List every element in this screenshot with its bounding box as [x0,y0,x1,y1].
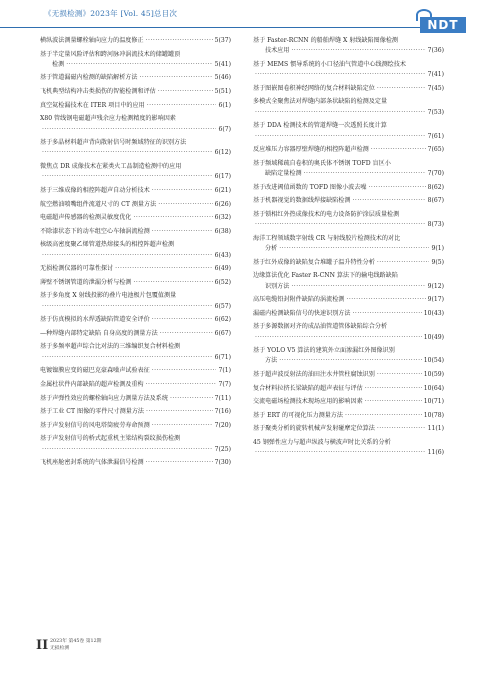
toc-entry-title: 基于多角度 X 射线投影的叠片电池极片包覆值测量 [40,292,177,300]
toc-page-ref: 5(37) [214,37,231,44]
toc-page-ref: 9(12) [427,282,444,290]
toc-entry-title: 基于 YOLO V5 算法的建筑外立面渗漏红外图像识别 [253,347,395,355]
toc-entry-title: 航空燃油喷嘴组件流道尺寸的 CT 测量方法 [40,200,157,208]
toc-entry [253,346,444,367]
dot-leader [42,353,213,363]
toc-entry [253,370,444,380]
toc-page-ref: 11(1) [427,425,444,433]
dot-leader [279,356,422,366]
dot-leader [255,448,426,458]
toc-page-ref: 6(67) [214,329,231,337]
toc-page-ref: 10(71) [423,398,444,406]
toc-entry [40,291,231,312]
toc-entry [253,322,444,343]
toc-entry-title: 分析 [265,245,278,253]
toc-entry [253,234,444,255]
toc-page-ref: 11(6) [427,449,444,457]
dot-leader [42,172,213,182]
toc-entry [40,394,231,404]
dot-leader [377,84,426,94]
toc-page-ref: 9(5) [431,258,444,266]
dot-leader [152,366,217,376]
toc-page-ref: 8(73) [427,221,444,229]
toc-entry [40,380,231,390]
toc-page-ref: 6(71) [214,353,231,361]
toc-page-ref: 7(36) [427,47,444,55]
toc-entry [253,424,444,434]
toc-entry-title: 基于声发射信号的桥式起重机主梁结构裂纹损伤检测 [40,435,181,443]
dot-leader [377,370,422,380]
toc-entry [253,196,444,206]
toc-entry [253,145,444,155]
toc-entry [253,36,444,57]
toc-entry-title: X80 管线钢电磁超声残余应力检测精度的影响因素 [40,115,176,123]
toc-page-ref: 10(59) [423,371,444,379]
toc-entry-title: 基于声弹性效应的螺栓轴向应力测量方法及系统 [40,394,168,402]
toc-entry-title: 基于 DDA 检测技术的管道焊缝一次透照长度计算 [253,122,387,130]
toc-page-ref: 7(16) [214,408,231,416]
toc-entry-title: 飞机座舱密封系统的气体泄漏信号检测 [40,459,144,467]
toc-entry-title: —种焊缝内部特定缺陷 自身高度的测量方法 [40,329,158,337]
toc-entry-title: 横纵波法测量螺栓轴向应力的温度修正 [40,37,144,44]
toc-entry-title: 基于声发射信号的风电塔筒疲劳寿命预测 [40,421,150,429]
toc-entry [40,421,231,431]
toc-entry-title: 复合材料拉挤长梁缺陷的超声表征与评估 [253,384,363,392]
toc-entry [40,213,231,223]
toc-page-ref: 7(61) [427,132,444,140]
dot-leader [152,227,213,237]
toc-entry [40,329,231,339]
toc-entry [253,309,444,319]
toc-page-ref: 10(49) [423,333,444,341]
toc-entry-title: 基于 ERT 的可视化压力测量方法 [253,411,343,419]
dot-leader [371,145,426,155]
toc-entry [253,210,444,231]
toc-entry [40,73,231,83]
dot-leader [133,278,212,288]
dot-leader [147,101,217,111]
toc-page-ref: 6(57) [214,302,231,310]
toc-entry-title: 基于 Faster-RCNN 的船舶焊缝 X 射线缺陷图像检测 [253,37,399,44]
toc-entry-title: 基于仿真模拟的水焊透缺陷管道安全评价 [40,316,150,324]
toc-page-ref: 7(70) [427,170,444,178]
toc-right-column [253,36,444,459]
dot-leader [146,458,213,468]
dot-leader [140,73,213,83]
toc-entry-title: 基于聚类分析的旋转机械声发射碰摩定位算法 [253,425,375,433]
footer-issue-info [50,639,101,652]
toc-entry-title: 方法 [265,357,278,365]
toc-entry-title: 基于红外成像的缺陷复合堆罐子温升特性分析 [253,258,375,266]
toc-entry-title: 缺陷定量检测 [265,170,302,178]
dot-leader [279,244,429,254]
toc-page-ref: 5(46) [214,74,231,82]
toc-page-ref: 7(7) [218,380,231,388]
toc-entry [40,407,231,417]
dot-leader [66,60,212,70]
toc-entry-title: 无损检测仪器的可靠性探讨 [40,265,114,273]
toc-entry-title: 基于三维成像的相控阵超声自动分析技术 [40,186,150,194]
toc-page-ref: 10(54) [423,357,444,365]
ndt-logo: NDT [420,17,466,33]
toc-page-ref: 6(26) [214,200,231,208]
toc-entry [253,60,444,81]
toc-page-ref: 7(41) [427,71,444,79]
dot-leader [291,46,425,56]
toc-entry-title: 基于超声波反射法的油田注水井管柱腐蚀识别 [253,371,375,379]
footer-issue-line: 2023年 第45卷 第12期 [50,639,102,644]
dot-leader [255,220,426,230]
toc-entry-title: 漏磁内检测缺陷信号的快速识别方法 [253,309,351,317]
dot-leader [345,411,422,421]
toc-entry [40,264,231,274]
toc-page-ref: 6(32) [214,214,231,222]
dot-leader [368,183,425,193]
toc-entry [253,84,444,94]
toc-entry [40,434,231,455]
toc-page-ref: 6(17) [214,173,231,181]
toc-entry [253,121,444,142]
dot-leader [42,445,213,455]
toc-page-ref: 6(52) [214,278,231,286]
toc-entry [40,87,231,97]
toc-entry [253,438,444,459]
toc-entry-title: 基于 MEMS 惯导系统的小口径油气管道中心线测绘技术 [253,60,406,68]
toc-entry-title: 基于多源数据对齐的成品油管道管体缺陷综合分析 [253,323,388,331]
dot-leader [255,132,426,142]
toc-page-ref: 7(30) [214,459,231,467]
dot-leader [115,264,212,274]
toc-entry [40,36,231,46]
toc-entry-title: 基于频域稀疏自卷积的奥氏体不锈钢 TOFD 盲区小 [253,159,391,167]
dot-leader [133,213,212,223]
toc-entry-title: 电磁超声传感器的检测灵敏度优化 [40,214,132,222]
dot-leader [353,196,426,206]
toc-entry [40,366,231,376]
toc-entry-title: 电镀镍膜应变的磁巴克豪森噪声试验表征 [40,367,150,375]
dot-leader [146,407,213,417]
toc-page-ref: 10(78) [423,411,444,419]
dot-leader [291,282,425,292]
toc-entry-title: 高压电缆铅封附件缺陷的涡流检测 [253,296,345,304]
toc-entry-title: 基于多晶材料超声背向散射信号时频域特征的识别方法 [40,139,187,147]
dot-leader [365,397,422,407]
toc-page-ref: 6(1) [218,101,231,109]
toc-entry [40,315,231,325]
dot-leader [304,169,426,179]
toc-page-ref: 6(49) [214,265,231,273]
toc-entry-title: 薄壁不锈钢管道的泄漏分析与检测 [40,278,132,286]
page-number: II [36,638,49,653]
toc-entry-title: 基于工业 CT 图像的零件尺寸测量方法 [40,408,145,416]
toc-entry-title: 海洋工程领域数字射线 CR 与射线胶片检测技术的对比 [253,234,401,242]
dot-leader [377,258,430,268]
toc-entry-title: 金属杜状件内部缺陷的超声检测及重构 [40,380,144,388]
toc-entry [40,138,231,159]
toc-entry [253,183,444,193]
toc-entry-title: 基于半定量风险评估和跨河脉冲涡流技术的储罐罐顶 [40,50,181,58]
toc-entry-title: 技术应用 [265,47,290,55]
toc-entry-title: 基于多频率超声综合比对法的三维编织复合材料检测 [40,343,181,351]
toc-page-ref: 10(43) [423,309,444,317]
toc-page-ref: 6(21) [214,186,231,194]
dot-leader [353,309,422,319]
toc-entry-title: 边缘算法优化 Faster R-CNN 算法下的输电线路缺陷 [253,272,398,280]
dot-leader [152,421,213,431]
toc-entry-title: 基于管道漏磁内检测的缺陷解析方法 [40,74,138,82]
toc-page-ref: 9(17) [427,296,444,304]
toc-page-ref: 6(43) [214,251,231,259]
toc-page-ref: 6(12) [214,149,231,157]
dot-leader [42,125,216,135]
dot-leader [152,315,213,325]
toc-entry [40,240,231,261]
toc-page-ref: 6(62) [214,316,231,324]
toc-entry-title: 识别方法 [265,282,290,290]
toc-page-ref: 7(53) [427,108,444,116]
toc-page-ref: 10(64) [423,384,444,392]
toc-entry-title: 真空氦检漏技术在 ITER 项目中的应用 [40,101,145,109]
toc-entry [253,258,444,268]
dot-leader [146,36,213,46]
toc-entry-title: 45 钢弹性应力与超声纵波与横波声时比关系的分析 [253,439,391,447]
toc-entry [253,397,444,407]
toc-entry [40,162,231,183]
toc-page-ref: 5(41) [214,60,231,68]
toc-page-ref: 6(38) [214,227,231,235]
dot-leader [160,329,213,339]
dot-leader [255,108,426,118]
footer-journal-name: 无损检测 [50,645,70,651]
toc-page-ref: 7(45) [427,84,444,92]
toc-left-column [40,36,231,469]
toc-entry [253,411,444,421]
toc-entry-title: 基于机器视觉的数据线焊接缺陷检测 [253,197,351,205]
toc-entry-title: 多模式全聚焦法对焊缝内部条状缺陷的检测及定量 [253,98,388,106]
toc-page-ref: 7(20) [214,421,231,429]
header-rule [0,27,420,28]
toc-entry [253,159,444,180]
toc-entry [40,342,231,363]
toc-page-ref: 8(62) [427,183,444,191]
dot-leader [365,384,422,394]
toc-entry [40,227,231,237]
toc-entry-title: 基于锁相红外热成像技术的电力设备防护涂层质量检测 [253,210,400,218]
dot-leader [255,70,426,80]
toc-entry [253,384,444,394]
toc-entry-title: 反应堆压力容器厚壁焊缝的相控阵超声检测 [253,146,369,154]
dot-leader [255,333,422,343]
toc-page-ref: 9(1) [431,245,444,253]
journal-title: 《无损检测》2023年 [Vol. 45]总目次 [44,9,178,18]
toc-entry-title: 检测 [52,60,65,68]
toc-entry [40,200,231,210]
dot-leader [158,87,213,97]
toc-entry [40,186,231,196]
toc-page-ref: 7(25) [214,445,231,453]
dot-leader [146,380,217,390]
toc-entry-title: 基于图嵌图卷积神经网络的复合材料缺陷定位 [253,84,375,92]
toc-entry-title: 核级高密度聚乙烯管道热熔接头的相控阵超声检测 [40,241,175,249]
toc-entry [40,50,231,71]
toc-entry-title: 微焦点 DR 成像技术在紧类火工品制造检测中的应用 [40,163,182,171]
dot-leader [346,295,425,305]
dot-leader [42,251,213,261]
dot-leader [152,186,213,196]
dot-leader [170,394,213,404]
dot-leader [42,302,213,312]
dot-leader [42,148,213,158]
toc-page-ref: 7(65) [427,146,444,154]
dot-leader [377,424,426,434]
toc-entry [253,295,444,305]
dot-leader [158,200,212,210]
toc-entry-title: 飞机典型结构冲击类损伤的智能检测和评估 [40,88,156,96]
toc-entry [253,271,444,292]
toc-entry [40,458,231,468]
toc-page-ref: 7(11) [214,394,231,402]
toc-entry [253,97,444,118]
toc-entry [40,101,231,111]
toc-entry [40,278,231,288]
toc-entry-title: 交流电磁场检测技术现场应用的影响因素 [253,398,363,406]
toc-page-ref: 5(51) [214,88,231,96]
toc-page-ref: 7(1) [218,367,231,375]
toc-entry-title: 基于改进阈值函数的 TOFD 图像小波去噪 [253,183,367,191]
toc-page-ref: 6(7) [218,125,231,133]
toc-entry [40,114,231,135]
page-header [0,0,480,34]
toc-entry-title: 不除漆状态下的动车组空心车轴涡流检测 [40,227,150,235]
toc-page-ref: 8(67) [427,197,444,205]
